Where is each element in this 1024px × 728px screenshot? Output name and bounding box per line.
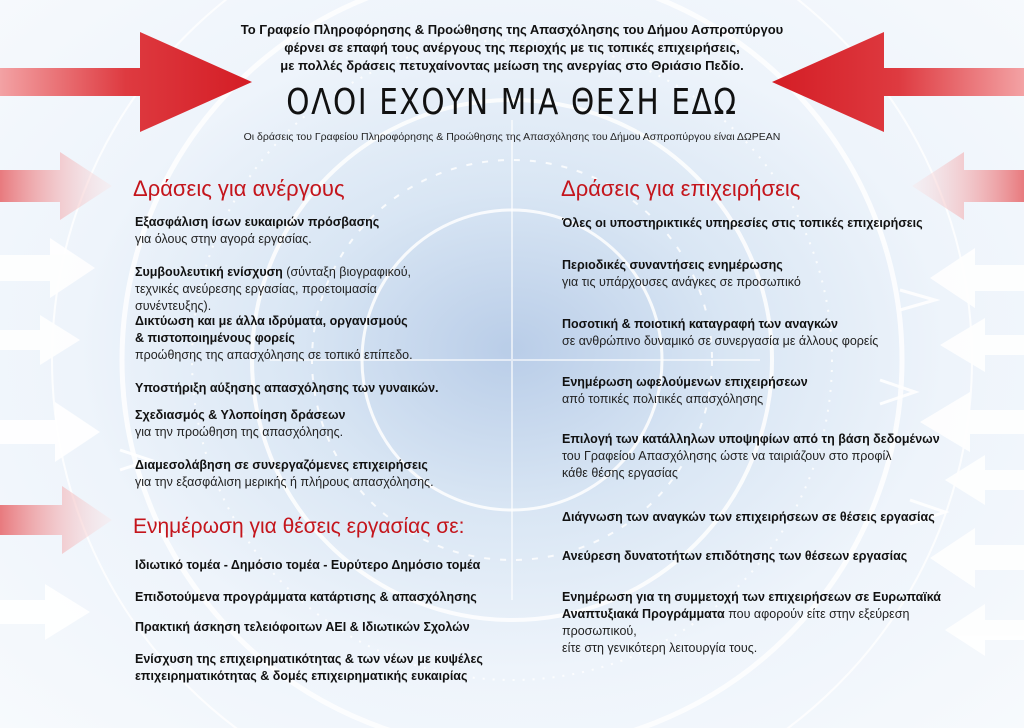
list-item: Ποσοτική & ποιοτική καταγραφή των αναγκών σε ανθρώπινο δυναμικό σε συνεργασία με άλλους φορείς — [562, 317, 879, 348]
header-line-2: φέρνει σε επαφή τους ανέργους της περιοχής με τις τοπικές επιχειρήσεις, — [284, 40, 740, 55]
list-item: Συμβουλευτική ενίσχυση (σύνταξη βιογραφικού, τεχνικές ανεύρεσης εργασίας, προετοιμασία συνέντευξης). — [135, 265, 412, 313]
list-item: Διαμεσολάβηση σε συνεργαζόμενες επιχειρήσεις για την εξασφάλιση μερικής ή πλήρους απασχόλησης. — [135, 458, 434, 489]
page-title: ΟΛΟΙ ΕΧΟΥΝ ΜΙΑ ΘΕΣΗ ΕΔΩ — [286, 82, 738, 123]
list-item: Υποστήριξη αύξησης απασχόλησης των γυναικών. — [135, 381, 439, 395]
list-item: Ιδιωτικό τομέα - Δημόσιο τομέα - Ευρύτερο Δημόσιο τομέα — [135, 558, 481, 572]
faded-red-arrow-left-2-icon — [0, 486, 112, 554]
list-item: Σχεδιασμός & Υλοποίηση δράσεων για την προώθηση της απασχόλησης. — [135, 408, 346, 439]
list-item: Ενημέρωση για τη συμμετοχή των επιχειρήσεων σε Ευρωπαϊκά Αναπτυξιακά Προγράμματα που αφορούν είτε στην εξεύρεση προσωπικού, είτε στη γενικότερη λειτουργία τους. — [562, 590, 941, 655]
faded-red-arrow-right-icon — [912, 152, 1024, 220]
list-item: Ανεύρεση δυνατοτήτων επιδότησης των θέσεων εργασίας — [562, 549, 908, 563]
business-actions-heading: Δράσεις για επιχειρήσεις — [561, 176, 801, 201]
header-line-3: με πολλές δράσεις πετυχαίνοντας μείωση της ανεργίας στο Θριάσιο Πεδίο. — [280, 58, 744, 73]
unemployed-actions-heading: Δράσεις για ανέργους — [133, 176, 345, 201]
list-item: Επιδοτούμενα προγράμματα κατάρτισης & απασχόλησης — [135, 590, 477, 604]
faded-red-arrow-left-icon — [0, 152, 112, 220]
list-item: Όλες οι υποστηρικτικές υπηρεσίες στις τοπικές επιχειρήσεις — [562, 216, 923, 230]
list-item: Ενίσχυση της επιχειρηματικότητας & των νέων με κυψέλες επιχειρηματικότητας & δομές επιχειρηματικής ευκαιρίας — [135, 652, 483, 683]
header-line-1: Το Γραφείο Πληροφόρησης & Προώθησης της Απασχόλησης του Δήμου Ασπροπύργου — [240, 22, 784, 37]
list-item: Εξασφάλιση ίσων ευκαιριών πρόσβασης για όλους στην αγορά εργασίας. — [135, 215, 380, 246]
list-item: Δικτύωση και με άλλα ιδρύματα, οργανισμούς & πιστοποιημένους φορείς προώθησης της απασχόλησης σε τοπικό επίπεδο. — [135, 314, 413, 362]
list-item: Περιοδικές συναντήσεις ενημέρωσης για τις υπάρχουσες ανάγκες σε προσωπικό — [562, 258, 801, 289]
subtitle: Οι δράσεις του Γραφείου Πληροφόρησης & Προώθησης της Απασχόλησης του Δήμου Ασπροπύργου είναι ΔΩΡΕΑΝ — [243, 131, 781, 143]
job-positions-heading: Ενημέρωση για θέσεις εργασίας σε: — [133, 515, 465, 538]
list-item: Διάγνωση των αναγκών των επιχειρήσεων σε θέσεις εργασίας — [562, 510, 935, 524]
list-item: Πρακτική άσκηση τελειόφοιτων ΑΕΙ & Ιδιωτικών Σχολών — [135, 620, 470, 634]
list-item: Επιλογή των κατάλληλων υποψηφίων από τη βάση δεδομένων του Γραφείου Απασχόλησης ώστε να ταιριάζουν στο προφίλ κάθε θέσης εργασίας — [562, 432, 940, 480]
list-item: Ενημέρωση ωφελούμενων επιχειρήσεων από τοπικές πολιτικές απασχόλησης — [562, 375, 808, 406]
